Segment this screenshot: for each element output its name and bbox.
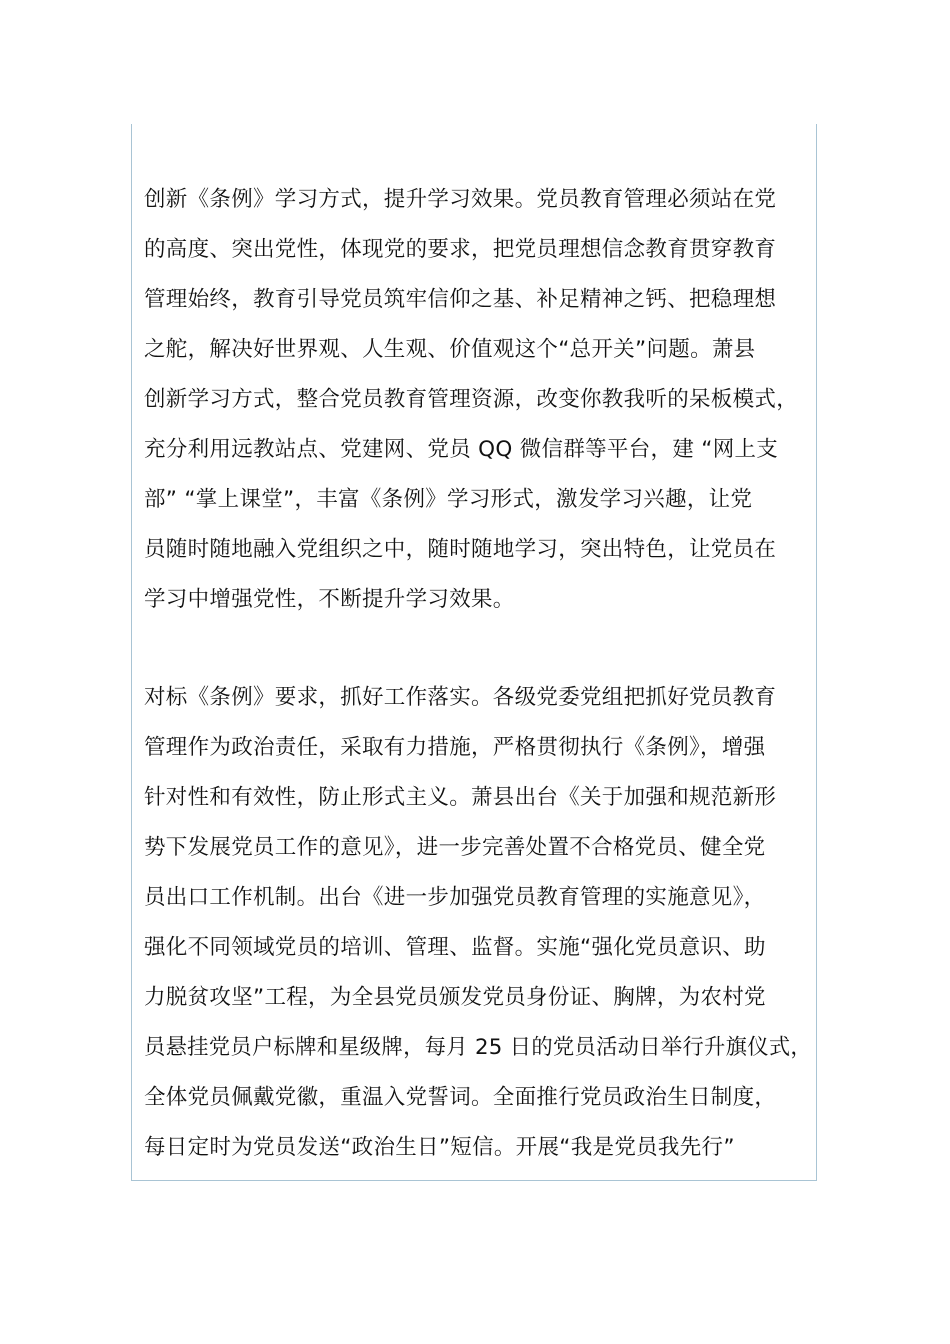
- text-line: 之舵，解决好世界观、人生观、价值观这个“总开关”问题。萧县: [144, 337, 756, 362]
- text-line: 员悬挂党员户标牌和星级牌，每月 25 日的党员活动日举行升旗仪式，: [144, 1035, 813, 1060]
- text-line: 学习中增强党性，不断提升学习效果。: [144, 587, 515, 612]
- text-line: 每日定时为党员发送“政治生日”短信。开展“我是党员我先行”: [144, 1135, 735, 1160]
- text-line: 势下发展党员工作的意见》，进一步完善处置不合格党员、健全党: [144, 835, 766, 860]
- text-line: 员随时随地融入党组织之中，随时随地学习，突出特色，让党员在: [144, 537, 777, 562]
- text-line: 强化不同领域党员的培训、管理、监督。实施“强化党员意识、助: [144, 935, 766, 960]
- text-line: 全体党员佩戴党徽，重温入党誓词。全面推行党员政治生日制度，: [144, 1085, 777, 1110]
- text-line: 对标《条例》要求，抓好工作落实。各级党委党组把抓好党员教育: [144, 685, 777, 710]
- page-border-frame: [131, 124, 817, 1181]
- text-line: 管理作为政治责任，采取有力措施，严格贯彻执行《条例》，增强: [144, 735, 766, 760]
- text-line: 充分利用远教站点、党建网、党员 QQ 微信群等平台，建 “网上支: [144, 437, 779, 462]
- text-line: 员出口工作机制。出台《进一步加强党员教育管理的实施意见》，: [144, 885, 766, 910]
- text-line: 的高度、突出党性，体现党的要求，把党员理想信念教育贯穿教育: [144, 237, 777, 262]
- text-line: 力脱贫攻坚”工程，为全县党员颁发党员身份证、胸牌，为农村党: [144, 985, 766, 1010]
- text-line: 创新学习方式，整合党员教育管理资源，改变你教我听的呆板模式，: [144, 387, 799, 412]
- text-line: 部” “掌上课堂”，丰富《条例》学习形式，激发学习兴趣，让党: [144, 487, 753, 512]
- text-line: 针对性和有效性，防止形式主义。萧县出台《关于加强和规范新形: [144, 785, 777, 810]
- text-line: 管理始终，教育引导党员筑牢信仰之基、补足精神之钙、把稳理想: [144, 287, 777, 312]
- text-line: 创新《条例》学习方式，提升学习效果。党员教育管理必须站在党: [144, 187, 777, 212]
